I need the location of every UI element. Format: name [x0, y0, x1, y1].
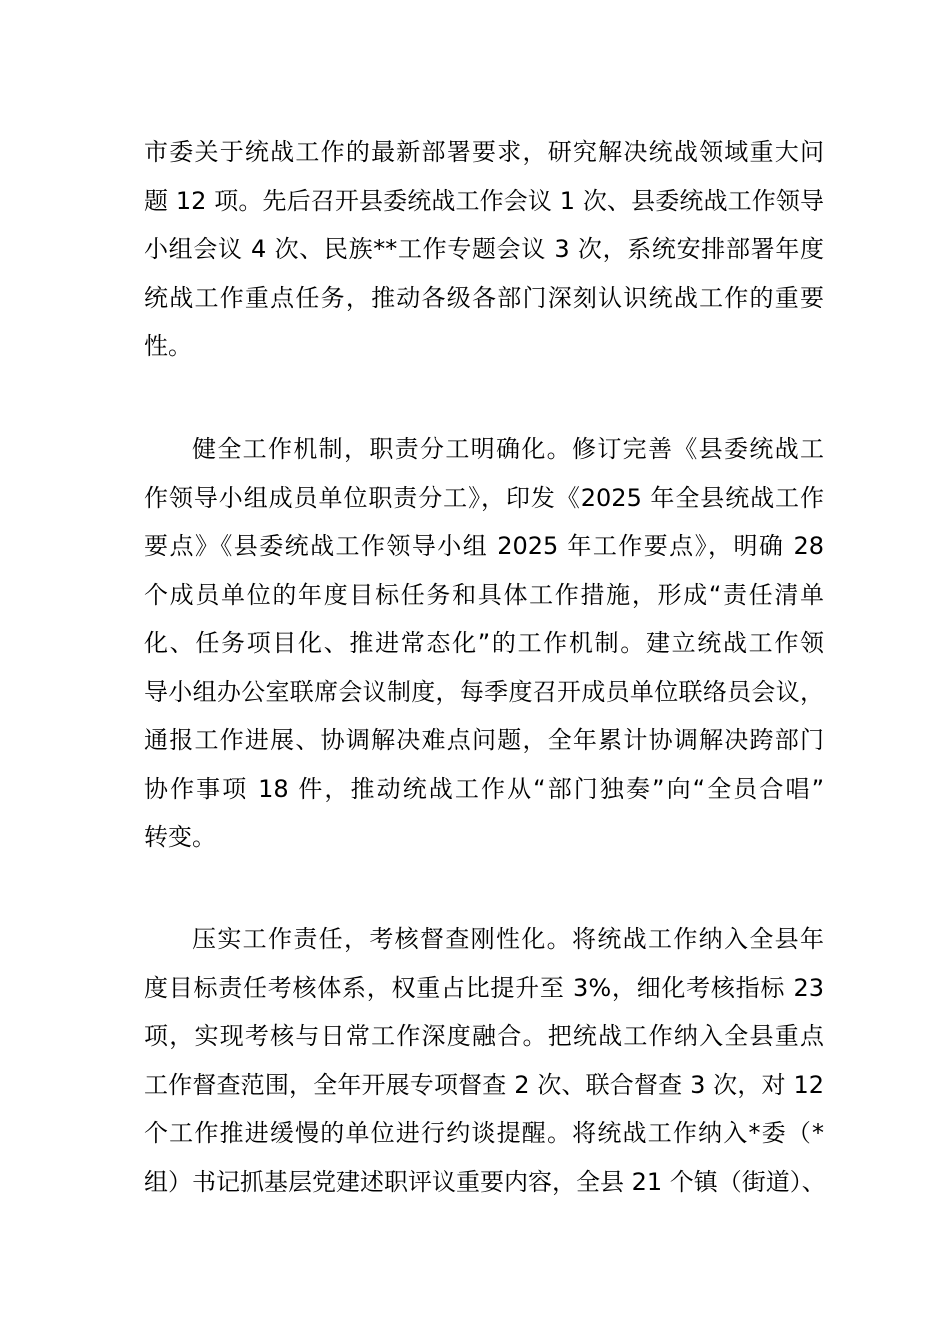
- paragraph-working-mechanism: [144, 425, 824, 862]
- paragraph-line: 压实工作责任，考核督查刚性化。将统战工作纳入全县年: [192, 925, 824, 953]
- paragraph-line: 通报工作进展、协调解决难点问题，全年累计协调解决跨部门: [144, 726, 824, 754]
- paragraph-line: 转变。: [144, 823, 216, 851]
- paragraph-line: 导小组办公室联席会议制度，每季度召开成员单位联络员会议，: [144, 677, 824, 706]
- paragraph-line: 化、任务项目化、推进常态化”的工作机制。建立统战工作领: [144, 629, 824, 657]
- paragraph-work-responsibility: [144, 915, 824, 1206]
- paragraph-line: 个成员单位的年度目标任务和具体工作措施，形成“责任清单: [144, 580, 824, 609]
- paragraph-line: 作领导小组成员单位职责分工》，印发《2025 年全县统战工作: [144, 483, 824, 512]
- paragraph-line: 性。: [144, 332, 192, 360]
- paragraph-line: 个工作推进缓慢的单位进行约谈提醒。将统战工作纳入*委（*: [144, 1119, 824, 1147]
- paragraph-line: 工作督查范围，全年开展专项督查 2 次、联合督查 3 次，对 12: [144, 1070, 824, 1099]
- paragraph-line: 要点》《县委统战工作领导小组 2025 年工作要点》，明确 28: [144, 532, 824, 560]
- paragraph-line: 组）书记抓基层党建述职评议重要内容，全县 21 个镇（街道）、: [144, 1167, 826, 1196]
- paragraph-line: 协作事项 18 件，推动统战工作从“部门独奏”向“全员合唱”: [144, 774, 824, 803]
- paragraph-line: 度目标责任考核体系，权重占比提升至 3%，细化考核指标 23: [144, 973, 824, 1002]
- paragraph-line: 统战工作重点任务，推动各级各部门深刻认识统战工作的重要: [144, 283, 824, 312]
- paragraph-line: 市委关于统战工作的最新部署要求，研究解决统战领域重大问: [144, 138, 824, 166]
- paragraph-line: 题 12 项。先后召开县委统战工作会议 1 次、县委统战工作领导: [144, 186, 824, 215]
- paragraph-continued-work-deployment: [144, 128, 824, 371]
- paragraph-line: 项，实现考核与日常工作深度融合。把统战工作纳入全县重点: [144, 1022, 824, 1050]
- paragraph-line: 健全工作机制，职责分工明确化。修订完善《县委统战工: [192, 435, 824, 463]
- paragraph-line: 小组会议 4 次、民族**工作专题会议 3 次，系统安排部署年度: [144, 235, 824, 263]
